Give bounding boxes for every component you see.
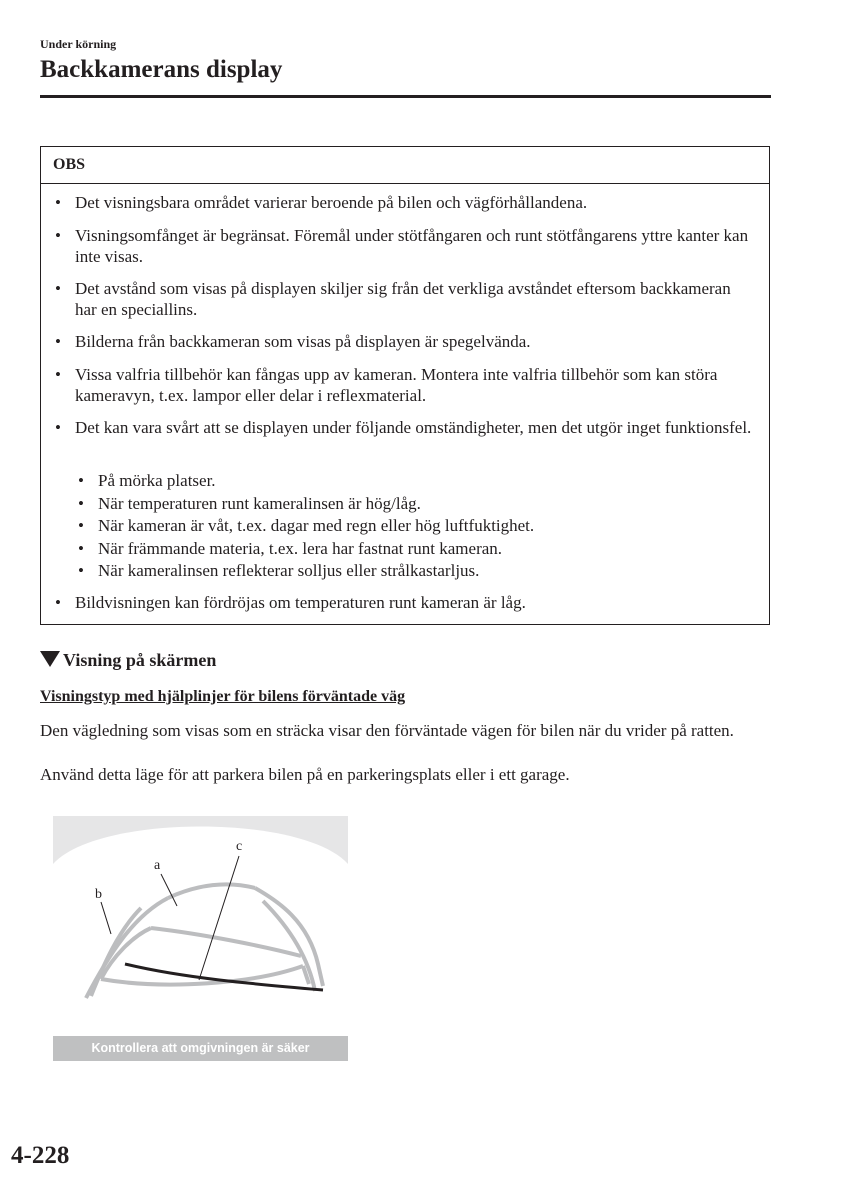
section-heading [40,650,216,671]
callout-c: c [236,839,243,854]
obs-subitem: • När kameran är våt, t.ex. dagar med regn eller hög luftfuktighet. [98,516,738,537]
page-number: 4-228 [11,1142,70,1169]
section-label: Under körning [40,37,117,51]
obs-item: • Det avstånd som visas på displayen skiljer sig från det verkliga avståndet eftersom backkameran har en speciallins. [75,279,755,320]
callout-b: b [95,887,102,902]
section-subheading: Visningstyp med hjälplinjer för bilens förväntade väg [40,688,406,705]
obs-item: • Bilderna från backkameran som visas på displayen är spegelvända. [75,332,755,353]
camera-display-illustration [53,816,348,1061]
title-rule [40,95,771,98]
paragraph: Den vägledning som visas som en sträcka visar den förväntade vägen för bilen när du vrider på ratten. [40,721,734,740]
obs-item: • Visningsomfånget är begränsat. Föremål under stötfångaren och runt stötfångarens yttre kanter kan inte visas. [75,226,755,267]
obs-subitem: • När främmande materia, t.ex. lera har fastnat runt kameran. [98,539,738,560]
obs-subitem: • När kameralinsen reflekterar solljus eller strålkastarljus. [98,561,738,582]
paragraph: Använd detta läge för att parkera bilen på en parkeringsplats eller i ett garage. [40,765,570,784]
obs-item: • Bildvisningen kan fördröjas om temperaturen runt kameran är låg. [75,593,755,614]
display-caption: Kontrollera att omgivningen är säker [53,1036,348,1061]
obs-subitem: • På mörka platser. [98,471,738,492]
obs-item: • Det kan vara svårt att se displayen under följande omständigheter, men det utgör inget funktionsfel. [75,418,755,439]
page-title: Backkamerans display [40,56,283,83]
obs-item: • Det visningsbara området varierar beroende på bilen och vägförhållandena. [75,193,755,214]
camera-display-figure [53,816,348,1061]
triangle-down-icon [40,651,60,667]
obs-subitem: • När temperaturen runt kameralinsen är hög/låg. [98,494,738,515]
section-heading-text: Visning på skärmen [63,650,217,670]
callout-a: a [154,858,161,873]
obs-heading: OBS [41,147,769,184]
obs-box [40,146,770,625]
obs-item: • Vissa valfria tillbehör kan fångas upp av kameran. Montera inte valfria tillbehör som kan störa kameravyn, t.ex. lampor eller delar i reflexmaterial. [75,365,755,406]
